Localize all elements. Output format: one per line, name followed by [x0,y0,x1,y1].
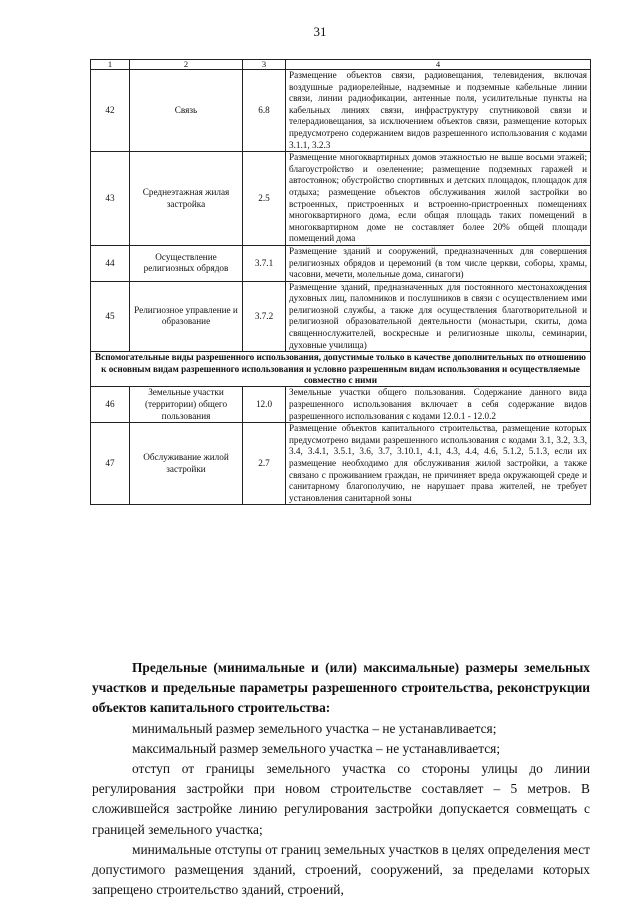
row-number: 45 [91,281,130,352]
header-cell: 4 [286,60,591,70]
row-number: 42 [91,70,130,152]
use-type-code: 12.0 [243,387,286,423]
header-cell: 3 [243,60,286,70]
table-row [91,70,591,152]
use-type-description: Размещение многоквартирных домов этажностью не выше восьми этажей; благоустройство и озеленение; размещение подземных гаражей и автостоянок; обустройство спортивных и детских площадок, площадок для отдыха; размещение объектов обслуживания жилой застройки во встроенных, пристроенных и встроенно-пристроенных помещениях многоквартирного дома, если общая площадь таких помещений в многоквартирном доме не составляет более 20% общей площади помещений дома [286,152,591,246]
row-number: 47 [91,423,130,505]
section-row [91,352,591,387]
use-type-code: 2.5 [243,152,286,246]
table-row [91,387,591,423]
use-type-code: 3.7.2 [243,281,286,352]
use-type-description: Размещение зданий, предназначенных для постоянного местонахождения духовных лиц, паломников и послушников в связи с осуществлением ими религиозной службы, а также для осуществления благотворительной и религиозной образовательной деятельности (монастыри, скиты, дома священнослужителей, воскресные и религиозные школы, семинарии, духовные училища) [286,281,591,352]
use-type-description: Земельные участки общего пользования. Содержание данного вида разрешенного использования включает в себя содержание видов разрешенного использования с кодами 12.0.1 - 12.0.2 [286,387,591,423]
use-type-code: 3.7.1 [243,245,286,281]
use-type-description: Размещение зданий и сооружений, предназначенных для совершения религиозных обрядов и церемоний (в том числе церкви, соборы, храмы, часовни, мечети, молельные дома, синагоги) [286,245,591,281]
paragraph: отступ от границы земельного участка со стороны улицы до линии регулирования застройки при новом строительстве составляет – 5 метров. В сложившейся застройке линию регулирования застройки допускается совмещать с границей земельного участка; [92,761,590,837]
row-number: 46 [91,387,130,423]
page-number: 31 [313,24,327,39]
table-row [91,281,591,352]
use-type-name: Осуществление религиозных обрядов [130,245,243,281]
table-row [91,423,591,505]
use-type-description: Размещение объектов связи, радиовещания, телевидения, включая воздушные радиорелейные, надземные и подземные кабельные линии связи, линии радиофикации, антенные поля, усилительные пункты на кабельных линиях связи, инфраструктуру спутниковой связи и телерадиовещания, за исключением объектов связи, размещение которых предусмотрено содержанием видов разрешенного использования с кодами 3.1.1, 3.2.3 [286,70,591,152]
use-type-name: Земельные участки (территории) общего пользования [130,387,243,423]
row-number: 43 [91,152,130,246]
table-header-row [91,60,591,70]
table-row [91,245,591,281]
header-cell: 1 [91,60,130,70]
paragraph: максимальный размер земельного участка – не устанавливается; [132,740,501,756]
paragraph: минимальный размер земельного участка – не устанавливается; [132,720,497,736]
row-number: 44 [91,245,130,281]
paragraph: минимальные отступы от границ земельных участков в целях определения мест допустимого размещения зданий, строений, сооружений, за пределами которых запрещено строительство зданий, строений, [92,841,590,898]
auxiliary-uses-section-title: Вспомогательные виды разрешенного использования, допустимые только в качестве дополнительных по отношению к основным видам разрешенного использования и условно разрешенным видам использования и осуществляемые совместно с ними [91,352,591,387]
use-type-name: Религиозное управление и образование [130,281,243,352]
section-heading: Предельные (минимальные и (или) максимальные) размеры земельных участков и предельные параметры разрешенного строительства, реконструкции объектов капитального строительства: [92,660,590,716]
use-type-name: Обслуживание жилой застройки [130,423,243,505]
body-text [92,658,590,900]
use-type-name: Среднеэтажная жилая застройка [130,152,243,246]
header-cell: 2 [130,60,243,70]
use-type-description: Размещение объектов капитального строительства, размещение которых предусмотрено видами разрешенного использования с кодами 3.1, 3.2, 3.3, 3.4, 3.4.1, 3.5.1, 3.6, 3.7, 3.10.1, 4.1, 4.3, 4.4, 4.6, 5.1.2, 5.1.3, если их размещение необходимо для обслуживания жилой застройки, а также связано с проживанием граждан, не причиняет вреда окружающей среде и санитарному благополучию, не нарушает права жителей, не требует установления санитарной зоны [286,423,591,505]
use-type-name: Связь [130,70,243,152]
use-type-code: 2.7 [243,423,286,505]
land-use-table [90,59,591,505]
use-type-code: 6.8 [243,70,286,152]
table-row [91,152,591,246]
